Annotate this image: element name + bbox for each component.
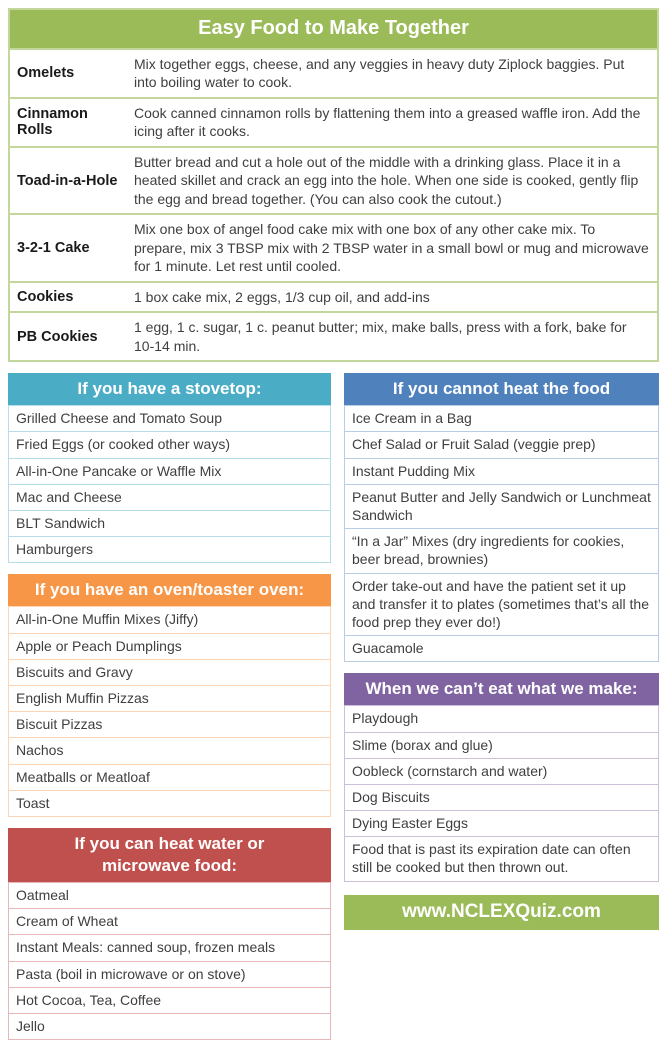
section-stovetop-header: If you have a stovetop:	[8, 373, 331, 405]
list-item: Dying Easter Eggs	[345, 810, 658, 836]
list-item: English Muffin Pizzas	[9, 685, 330, 711]
food-description: Mix together eggs, cheese, and any veggies in heavy duty Ziplock baggies. Put into boiling water to cook.	[134, 56, 625, 91]
list-item: Biscuits and Gravy	[9, 659, 330, 685]
food-name: Cookies	[17, 288, 74, 305]
food-description: 1 box cake mix, 2 eggs, 1/3 cup oil, and add-ins	[134, 288, 430, 305]
list-item: Instant Meals: canned soup, frozen meals	[9, 934, 330, 960]
two-column-area	[8, 373, 659, 1051]
section-heat-water-header: If you can heat water or microwave food:	[8, 828, 331, 882]
list-item: Apple or Peach Dumplings	[9, 633, 330, 659]
list-item: Order take-out and have the patient set it up and transfer it to plates (sometimes that’s all the food prep they ever do!)	[345, 573, 658, 636]
section-no-heat	[344, 373, 659, 662]
food-description: Cook canned cinnamon rolls by flattening them into a greased waffle iron. Add the icing after it cooks.	[134, 104, 641, 140]
section-no-heat-header: If you cannot heat the food	[344, 373, 659, 405]
list-item: All-in-One Pancake or Waffle Mix	[9, 458, 330, 484]
food-description: 1 egg, 1 c. sugar, 1 c. peanut butter; mix, make balls, press with a fork, bake for 10-14 min.	[134, 319, 627, 354]
table-row	[10, 213, 657, 280]
section-oven-list	[8, 606, 331, 817]
food-name: Cinnamon Rolls	[17, 106, 88, 139]
section-oven-header: If you have an oven/toaster oven:	[8, 574, 331, 606]
right-column	[344, 373, 659, 930]
food-description: Butter bread and cut a hole out of the middle with a drinking glass. Place it in a heated skillet and crack an egg into the hole. When one side is cooked, gently flip the egg and bread together. (You can also cook the cutout.)	[134, 153, 639, 207]
food-name: Omelets	[17, 65, 75, 82]
recipe-table-title: Easy Food to Make Together	[10, 10, 657, 48]
list-item: Dog Biscuits	[345, 784, 658, 810]
table-row	[10, 48, 657, 97]
list-item: Biscuit Pizzas	[9, 711, 330, 737]
left-column	[8, 373, 331, 1051]
list-item: Guacamole	[345, 635, 658, 661]
list-item: Mac and Cheese	[9, 484, 330, 510]
section-cannot-eat	[344, 673, 659, 881]
list-item: Ice Cream in a Bag	[352, 410, 472, 427]
section-heat-water-list	[8, 882, 331, 1040]
website-link[interactable]: www.NCLEXQuiz.com	[344, 895, 659, 930]
list-item: Pasta (boil in microwave or on stove)	[9, 961, 330, 987]
list-item: All-in-One Muffin Mixes (Jiffy)	[16, 611, 199, 628]
section-cannot-eat-header: When we can’t eat what we make:	[344, 673, 659, 705]
list-item: Toast	[9, 790, 330, 816]
list-item: Oobleck (cornstarch and water)	[345, 758, 658, 784]
list-item: Playdough	[352, 710, 419, 727]
list-item: Nachos	[9, 737, 330, 763]
list-item: Oatmeal	[16, 887, 69, 904]
list-item: Meatballs or Meatloaf	[9, 764, 330, 790]
list-item: “In a Jar” Mixes (dry ingredients for cookies, beer bread, brownies)	[345, 528, 658, 572]
list-item: Hamburgers	[9, 536, 330, 562]
list-item: Slime (borax and glue)	[345, 732, 658, 758]
section-stovetop	[8, 373, 331, 563]
section-oven	[8, 574, 331, 817]
list-item: BLT Sandwich	[9, 510, 330, 536]
section-stovetop-list	[8, 405, 331, 563]
recipe-table	[8, 8, 659, 362]
list-item: Chef Salad or Fruit Salad (veggie prep)	[345, 431, 658, 457]
table-row	[10, 311, 657, 360]
table-row	[10, 281, 657, 311]
list-item: Cream of Wheat	[9, 908, 330, 934]
table-row	[10, 97, 657, 146]
food-name: PB Cookies	[17, 328, 98, 345]
table-row	[10, 146, 657, 213]
food-description: Mix one box of angel food cake mix with one box of any other cake mix. To prepare, mix 3 TBSP mix with 2 TBSP water in a small bowl or mug and microwave for 1 minute. Let rest until cooled.	[134, 221, 649, 275]
list-item: Food that is past its expiration date can often still be cooked but then thrown out.	[345, 836, 658, 880]
list-item: Grilled Cheese and Tomato Soup	[16, 410, 222, 427]
section-cannot-eat-list	[344, 705, 659, 881]
food-name: 3-2-1 Cake	[17, 239, 90, 256]
list-item: Hot Cocoa, Tea, Coffee	[9, 987, 330, 1013]
list-item: Fried Eggs (or cooked other ways)	[9, 431, 330, 457]
section-no-heat-list	[344, 405, 659, 662]
list-item: Jello	[9, 1013, 330, 1039]
food-name: Toad-in-a-Hole	[17, 172, 118, 189]
list-item: Instant Pudding Mix	[345, 458, 658, 484]
section-heat-water	[8, 828, 331, 1040]
list-item: Peanut Butter and Jelly Sandwich or Lunchmeat Sandwich	[345, 484, 658, 528]
